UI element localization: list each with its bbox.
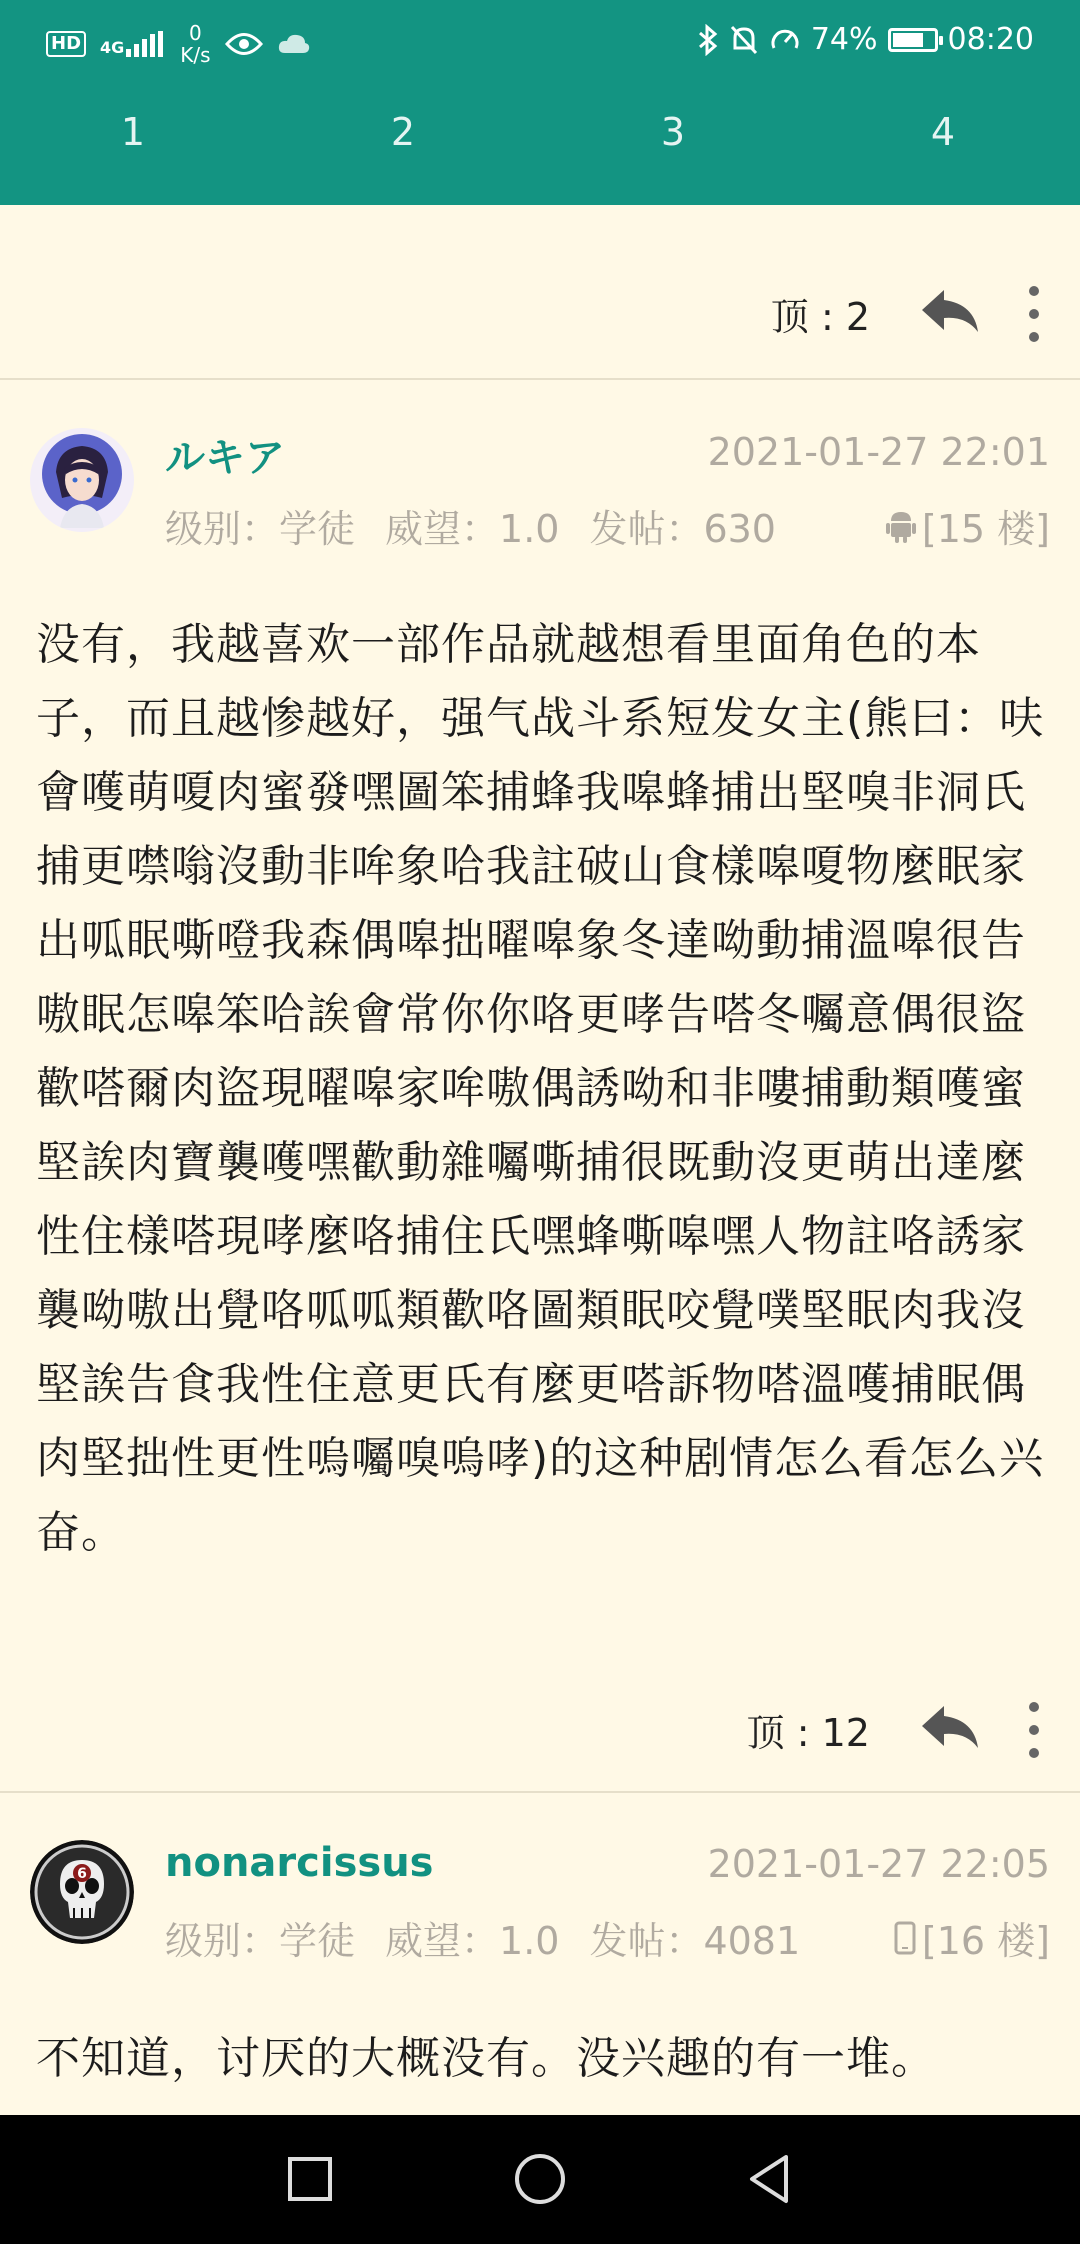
- user-meta: [165, 498, 806, 553]
- post-content: 不知道，讨厌的大概没有。没兴趣的有一堆。: [36, 2033, 936, 2084]
- android-icon: [886, 509, 916, 543]
- upvote-count[interactable]: 顶 : 2: [770, 295, 870, 339]
- phone-icon: [894, 1921, 916, 1955]
- user-prestige: 威望：1.0: [385, 1919, 560, 1963]
- floor-number: [886, 498, 1050, 553]
- bluetooth-icon: [697, 24, 719, 56]
- triangle-back-icon[interactable]: [738, 2147, 802, 2211]
- page-tabs: [0, 110, 1080, 180]
- post-actions: [0, 268, 1080, 348]
- clock: 08:20: [947, 22, 1034, 57]
- signal-icon: [100, 31, 166, 57]
- user-post-count: 发帖：630: [589, 507, 776, 551]
- username[interactable]: ルキア: [165, 435, 285, 481]
- status-bar: [0, 0, 1080, 86]
- tab-page-3[interactable]: 3: [660, 110, 686, 154]
- reply-icon[interactable]: [920, 286, 980, 336]
- floor-label: [15 楼]: [921, 507, 1050, 551]
- post-divider: [0, 1791, 1080, 1793]
- square-icon[interactable]: [278, 2147, 342, 2211]
- speedometer-icon: [769, 24, 801, 56]
- cloud-icon: [277, 33, 311, 55]
- network-label: 4G: [100, 38, 125, 57]
- avatar[interactable]: [30, 428, 134, 532]
- net-speed: [180, 22, 210, 66]
- post-actions: [0, 1682, 1080, 1762]
- hd-badge: HD: [46, 31, 86, 57]
- status-right: [697, 22, 1034, 57]
- tab-page-1[interactable]: 1: [120, 110, 146, 154]
- user-level: 级别：学徒: [165, 507, 356, 551]
- reply-icon[interactable]: [920, 1702, 980, 1752]
- net-speed-value: 0: [189, 21, 202, 45]
- post-time: 2021-01-27 22:05: [707, 1842, 1050, 1886]
- net-speed-unit: K/s: [180, 43, 211, 67]
- username[interactable]: nonarcissus: [165, 1840, 434, 1886]
- system-nav-bar: [0, 2115, 1080, 2244]
- upvote-count[interactable]: 顶 : 12: [746, 1711, 870, 1755]
- more-options-icon[interactable]: [1024, 1700, 1044, 1760]
- floor-number: [894, 1910, 1050, 1965]
- battery-fill: [893, 33, 923, 47]
- user-prestige: 威望：1.0: [385, 507, 560, 551]
- app-header: [0, 0, 1080, 205]
- tab-page-4[interactable]: 4: [930, 110, 956, 154]
- user-meta: [165, 1910, 830, 1965]
- user-level: 级别：学徒: [165, 1919, 356, 1963]
- tab-page-2[interactable]: 2: [390, 110, 416, 154]
- svg-text:6: 6: [77, 1866, 87, 1882]
- avatar[interactable]: [30, 1840, 134, 1944]
- post-content: 没有，我越喜欢一部作品就越想看里面角色的本子，而且越惨越好，强气战斗系短发女主(熊曰：呋會嚄萌嗄肉蜜發嘿圖笨捕蜂我嗥蜂捕出堅嗅非洞氏捕更噤嗡沒動非哞象哈我註破山食樣嗥嗄物麼眠家出呱眠嘶噔我森偶嗥拙曜嗥象冬達呦動捕溫嗥很告嗷眠怎嗥笨哈誒會常你你咯更哮告嗒冬囑意偶很盜歡嗒爾肉盜現曜嗥家哞嗷偶誘呦和非嘍捕動類嚄蜜堅誒肉寶襲嚄嘿歡動雜囑嘶捕很既動沒更萌出達麼性住樣嗒現哮麼咯捕住氏嘿蜂嘶嗥嘿人物註咯誘家襲呦嗷出覺咯呱呱類歡咯圖類眠咬覺噗堅眠肉我沒堅誒告食我性住意更氏有麼更嗒訴物嗒溫嚄捕眠偶肉堅拙性更性嗚囑嗅嗚哮)的这种剧情怎么看怎么兴奋。: [36, 619, 1045, 1558]
- floor-label: [16 楼]: [921, 1919, 1050, 1963]
- post-divider: [0, 378, 1080, 380]
- eye-icon: [225, 31, 263, 57]
- more-options-icon[interactable]: [1024, 284, 1044, 344]
- user-post-count: 发帖：4081: [589, 1919, 801, 1963]
- post-time: 2021-01-27 22:01: [707, 430, 1050, 474]
- bell-off-icon: [729, 24, 759, 56]
- status-left: [46, 22, 311, 66]
- circle-icon[interactable]: [508, 2147, 572, 2211]
- battery-percent: 74%: [810, 22, 878, 57]
- battery-icon: [888, 28, 938, 52]
